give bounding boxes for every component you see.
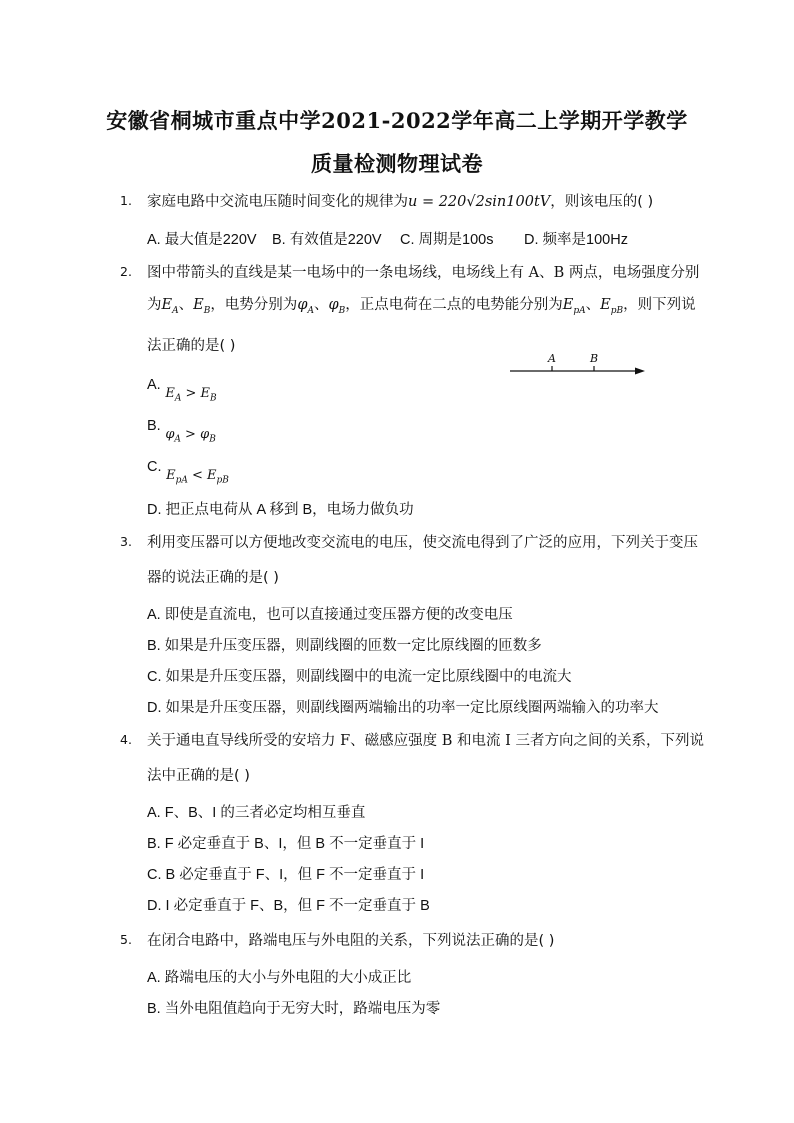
q2-opt-c-e: E: [166, 468, 176, 483]
q2-opt-b-sub1: A: [174, 434, 181, 445]
q4-option-d: D. I 必定垂直于 F、B，但 F 不一定垂直于 B: [147, 898, 430, 914]
q3-option-c: C. 如果是升压变压器，则副线圈中的电流一定比原线圈中的电流大: [147, 669, 572, 685]
q5-option-a: A. 路端电压的大小与外电阻的大小成正比: [147, 970, 412, 986]
q2-option-c-label: C.: [147, 459, 162, 475]
q2-epb-symbol: E: [600, 297, 611, 313]
q2-phia-symbol: φ: [297, 297, 308, 313]
q2-option-a: [147, 377, 217, 404]
q2-option-b-expr: [165, 427, 216, 445]
q2-phia: [297, 297, 314, 316]
question-1-stem: [147, 190, 653, 211]
q2-ea-symbol: E: [161, 297, 173, 313]
q5-line1-text: 在闭合电路中，路端电压与外电阻的关系，下列说法正确的是: [147, 933, 539, 949]
q2-sep3: 、: [585, 297, 601, 313]
q2-opt-a-e: E: [165, 386, 175, 401]
q3-line2-text: 器的说法正确的是: [147, 570, 263, 586]
question-2-number: 2.: [120, 264, 132, 279]
q1-option-b: B. 有效值是220V: [272, 232, 382, 248]
q2-line2: [147, 293, 696, 316]
question-5-number: 5.: [120, 932, 132, 947]
q2-opt-b-phi: φ: [165, 427, 175, 442]
q2-phia-sub: A: [307, 305, 314, 316]
field-line-arrowhead: [635, 368, 645, 375]
q2-epa: [562, 297, 586, 316]
q2-answer-paren: ( ): [219, 338, 236, 354]
q2-option-a-label: A.: [147, 377, 161, 393]
q2-opt-c-sub1: pA: [175, 475, 188, 486]
q2-phib-symbol: φ: [328, 297, 339, 313]
question-3-number: 3.: [120, 534, 132, 549]
q1-option-d: D. 频率是100Hz: [524, 232, 628, 248]
point-a-label: A: [548, 352, 556, 365]
q4-line2: [147, 764, 250, 785]
q2-ea: [161, 297, 179, 316]
q2-eb-sub: B: [203, 305, 211, 316]
q2-line1: 图中带箭头的直线是某一电场中的一条电场线，电场线上有 A、B 两点，电场强度分别: [147, 265, 700, 281]
q2-option-c-expr: [166, 468, 229, 486]
q2-epa-sub: pA: [573, 305, 586, 316]
q1-formula: u = 220√2sin100tV: [408, 194, 551, 210]
q2-line2-text-d: ，则下列说: [623, 297, 696, 313]
q1-text-b: ，则该电压的: [550, 194, 638, 210]
q2-line2-text-b: ，电势分别为: [210, 297, 298, 313]
q2-eb: [193, 297, 211, 316]
q3-line2: [147, 566, 279, 587]
q2-phib-sub: B: [338, 305, 346, 316]
q4-option-b: B. F 必定垂直于 B、I，但 B 不一定垂直于 I: [147, 836, 425, 852]
q2-option-b-label: B.: [147, 418, 161, 434]
q2-sep1: 、: [178, 297, 194, 313]
q2-option-b: [147, 418, 216, 445]
q2-line3: [147, 334, 235, 355]
q2-epb: [600, 297, 624, 316]
q2-eb-symbol: E: [193, 297, 204, 313]
q1-option-a: A. 最大值是220V: [147, 232, 257, 248]
q2-option-d: D. 把正点电荷从 A 移到 B，电场力做负功: [147, 502, 414, 518]
q2-opt-a-sub1: A: [174, 393, 182, 404]
q2-opt-b-op: > φ: [180, 427, 210, 442]
point-b-label: B: [590, 352, 599, 365]
q4-answer-paren: ( ): [234, 768, 250, 784]
q1-text-a: 家庭电路中交流电压随时间变化的规律为: [147, 194, 408, 210]
q2-opt-c-sub2: pB: [216, 475, 229, 486]
q2-opt-b-sub2: B: [209, 434, 216, 445]
q3-option-a: A. 即使是直流电，也可以直接通过变压器方便的改变电压: [147, 607, 513, 623]
q2-phib: [328, 297, 346, 316]
q2-sep2: 、: [313, 297, 329, 313]
q5-line1: [147, 929, 554, 950]
q4-option-a: A. F、B、I 的三者必定均相互垂直: [147, 805, 366, 821]
q1-option-c: C. 周期是100s: [400, 232, 494, 248]
q1-answer-paren: ( ): [637, 194, 654, 210]
q3-line1: 利用变压器可以方便地改变交流电的电压，使交流电得到了广泛的应用，下列关于变压: [147, 535, 698, 551]
q2-epa-symbol: E: [562, 297, 574, 313]
q4-line2-text: 法中正确的是: [147, 768, 234, 784]
exam-title-line1: 安徽省桐城市重点中学2021-2022学年高二上学期开学教学: [106, 108, 688, 133]
q4-line1: 关于通电直导线所受的安培力 F、磁感应强度 B 和电流 I 三者方向之间的关系，下列说: [147, 733, 704, 749]
q2-field-line-figure: [505, 350, 650, 380]
q4-option-c: C. B 必定垂直于 F、I，但 F 不一定垂直于 I: [147, 867, 425, 883]
q2-ea-sub: A: [172, 305, 179, 316]
q2-option-c: [147, 459, 229, 486]
question-4-number: 4.: [120, 732, 132, 747]
q2-line2-text-c: ，正点电荷在二点的电势能分别为: [345, 297, 563, 313]
q3-option-b: B. 如果是升压变压器，则副线圈的匝数一定比原线圈的匝数多: [147, 638, 542, 654]
q2-line3-text: 法正确的是: [147, 338, 220, 354]
q3-option-d: D. 如果是升压变压器，则副线圈两端输出的功率一定比原线圈两端输入的功率大: [147, 700, 659, 716]
q5-option-b: B. 当外电阻值趋向于无穷大时，路端电压为零: [147, 1001, 441, 1017]
q2-opt-c-op: < E: [187, 468, 217, 483]
q2-line2-text-a: 为: [147, 297, 162, 313]
q2-opt-a-sub2: B: [209, 393, 217, 404]
q2-opt-a-op: > E: [181, 386, 210, 401]
q3-answer-paren: ( ): [263, 570, 279, 586]
q2-epb-sub: pB: [610, 305, 624, 316]
exam-title-line2: 质量检测物理试卷: [311, 151, 483, 176]
q2-option-a-expr: [165, 386, 217, 404]
q5-answer-paren: ( ): [538, 933, 555, 949]
question-1-number: 1.: [120, 193, 132, 208]
